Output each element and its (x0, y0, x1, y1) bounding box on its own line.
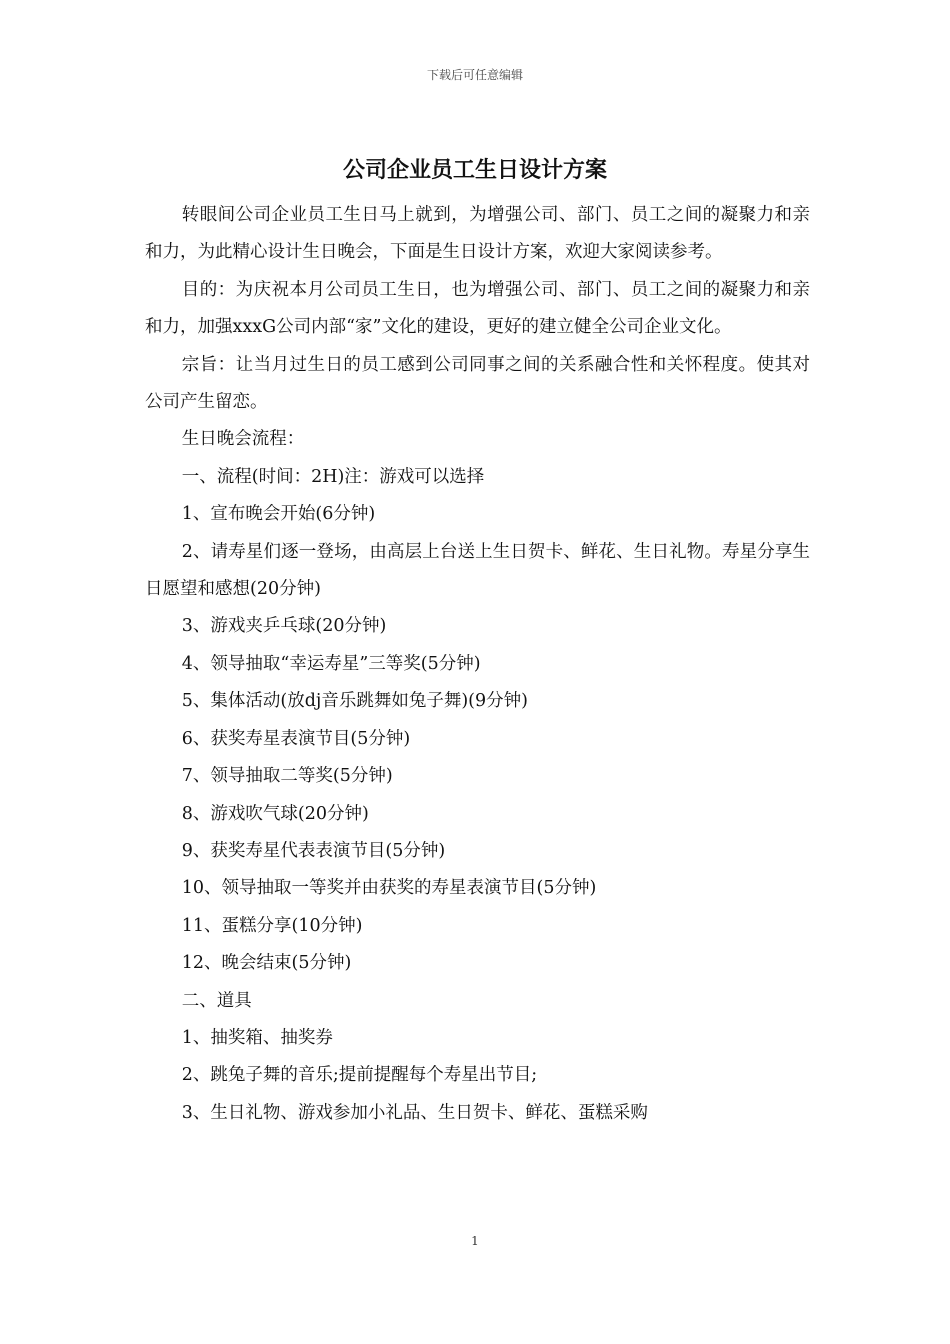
page-number: 1 (471, 1234, 479, 1248)
list-item: 7、领导抽取二等奖(5分钟) (181, 766, 393, 787)
section-heading-flow: 一、流程(时间：2H)注：游戏可以选择 (181, 466, 485, 487)
list-item: 2、跳兔子舞的音乐;提前提醒每个寿星出节目; (181, 1065, 538, 1086)
list-item: 9、获奖寿星代表表演节目(5分钟) (181, 840, 446, 861)
list-item: 8、游戏吹气球(20分钟) (181, 803, 369, 824)
document-body (145, 197, 810, 1132)
paragraph-intro: 转眼间公司企业员工生日马上就到，为增强公司、部门、员工之间的凝聚力和亲和力，为此精心设计生日晚会，下面是生日设计方案，欢迎大家阅读参考。 (145, 205, 810, 263)
list-item: 1、宣布晚会开始(6分钟) (181, 504, 376, 525)
list-item: 1、抽奖箱、抽奖券 (181, 1027, 333, 1048)
page-header-note: 下载后可任意编辑 (426, 68, 523, 82)
list-item: 12、晚会结束(5分钟) (181, 953, 352, 974)
document-title: 公司企业员工生日设计方案 (342, 157, 607, 183)
list-item: 5、集体活动(放dj音乐跳舞如兔子舞)(9分钟) (181, 691, 528, 712)
list-item: 2、请寿星们逐一登场，由高层上台送上生日贺卡、鲜花、生日礼物。寿星分享生日愿望和感想(20分钟) (145, 541, 810, 600)
list-item: 3、生日礼物、游戏参加小礼品、生日贺卡、鲜花、蛋糕采购 (181, 1102, 648, 1123)
list-item: 10、领导抽取一等奖并由获奖的寿星表演节目(5分钟) (181, 878, 597, 899)
list-item: 6、获奖寿星表演节目(5分钟) (181, 728, 411, 749)
list-item: 11、蛋糕分享(10分钟) (181, 915, 363, 936)
paragraph-aim: 宗旨：让当月过生日的员工感到公司同事之间的关系融合性和关怀程度。使其对公司产生留恋。 (145, 354, 810, 413)
paragraph-flow-heading: 生日晚会流程： (181, 429, 305, 450)
list-item: 4、领导抽取“幸运寿星”三等奖(5分钟) (181, 653, 481, 674)
paragraph-purpose: 目的：为庆祝本月公司员工生日，也为增强公司、部门、员工之间的凝聚力和亲和力，加强xxxG公司内部“家”文化的建设，更好的建立健全公司企业文化。 (145, 279, 810, 338)
list-item: 3、游戏夹乒乓球(20分钟) (181, 616, 387, 637)
section-heading-props: 二、道具 (181, 990, 252, 1011)
